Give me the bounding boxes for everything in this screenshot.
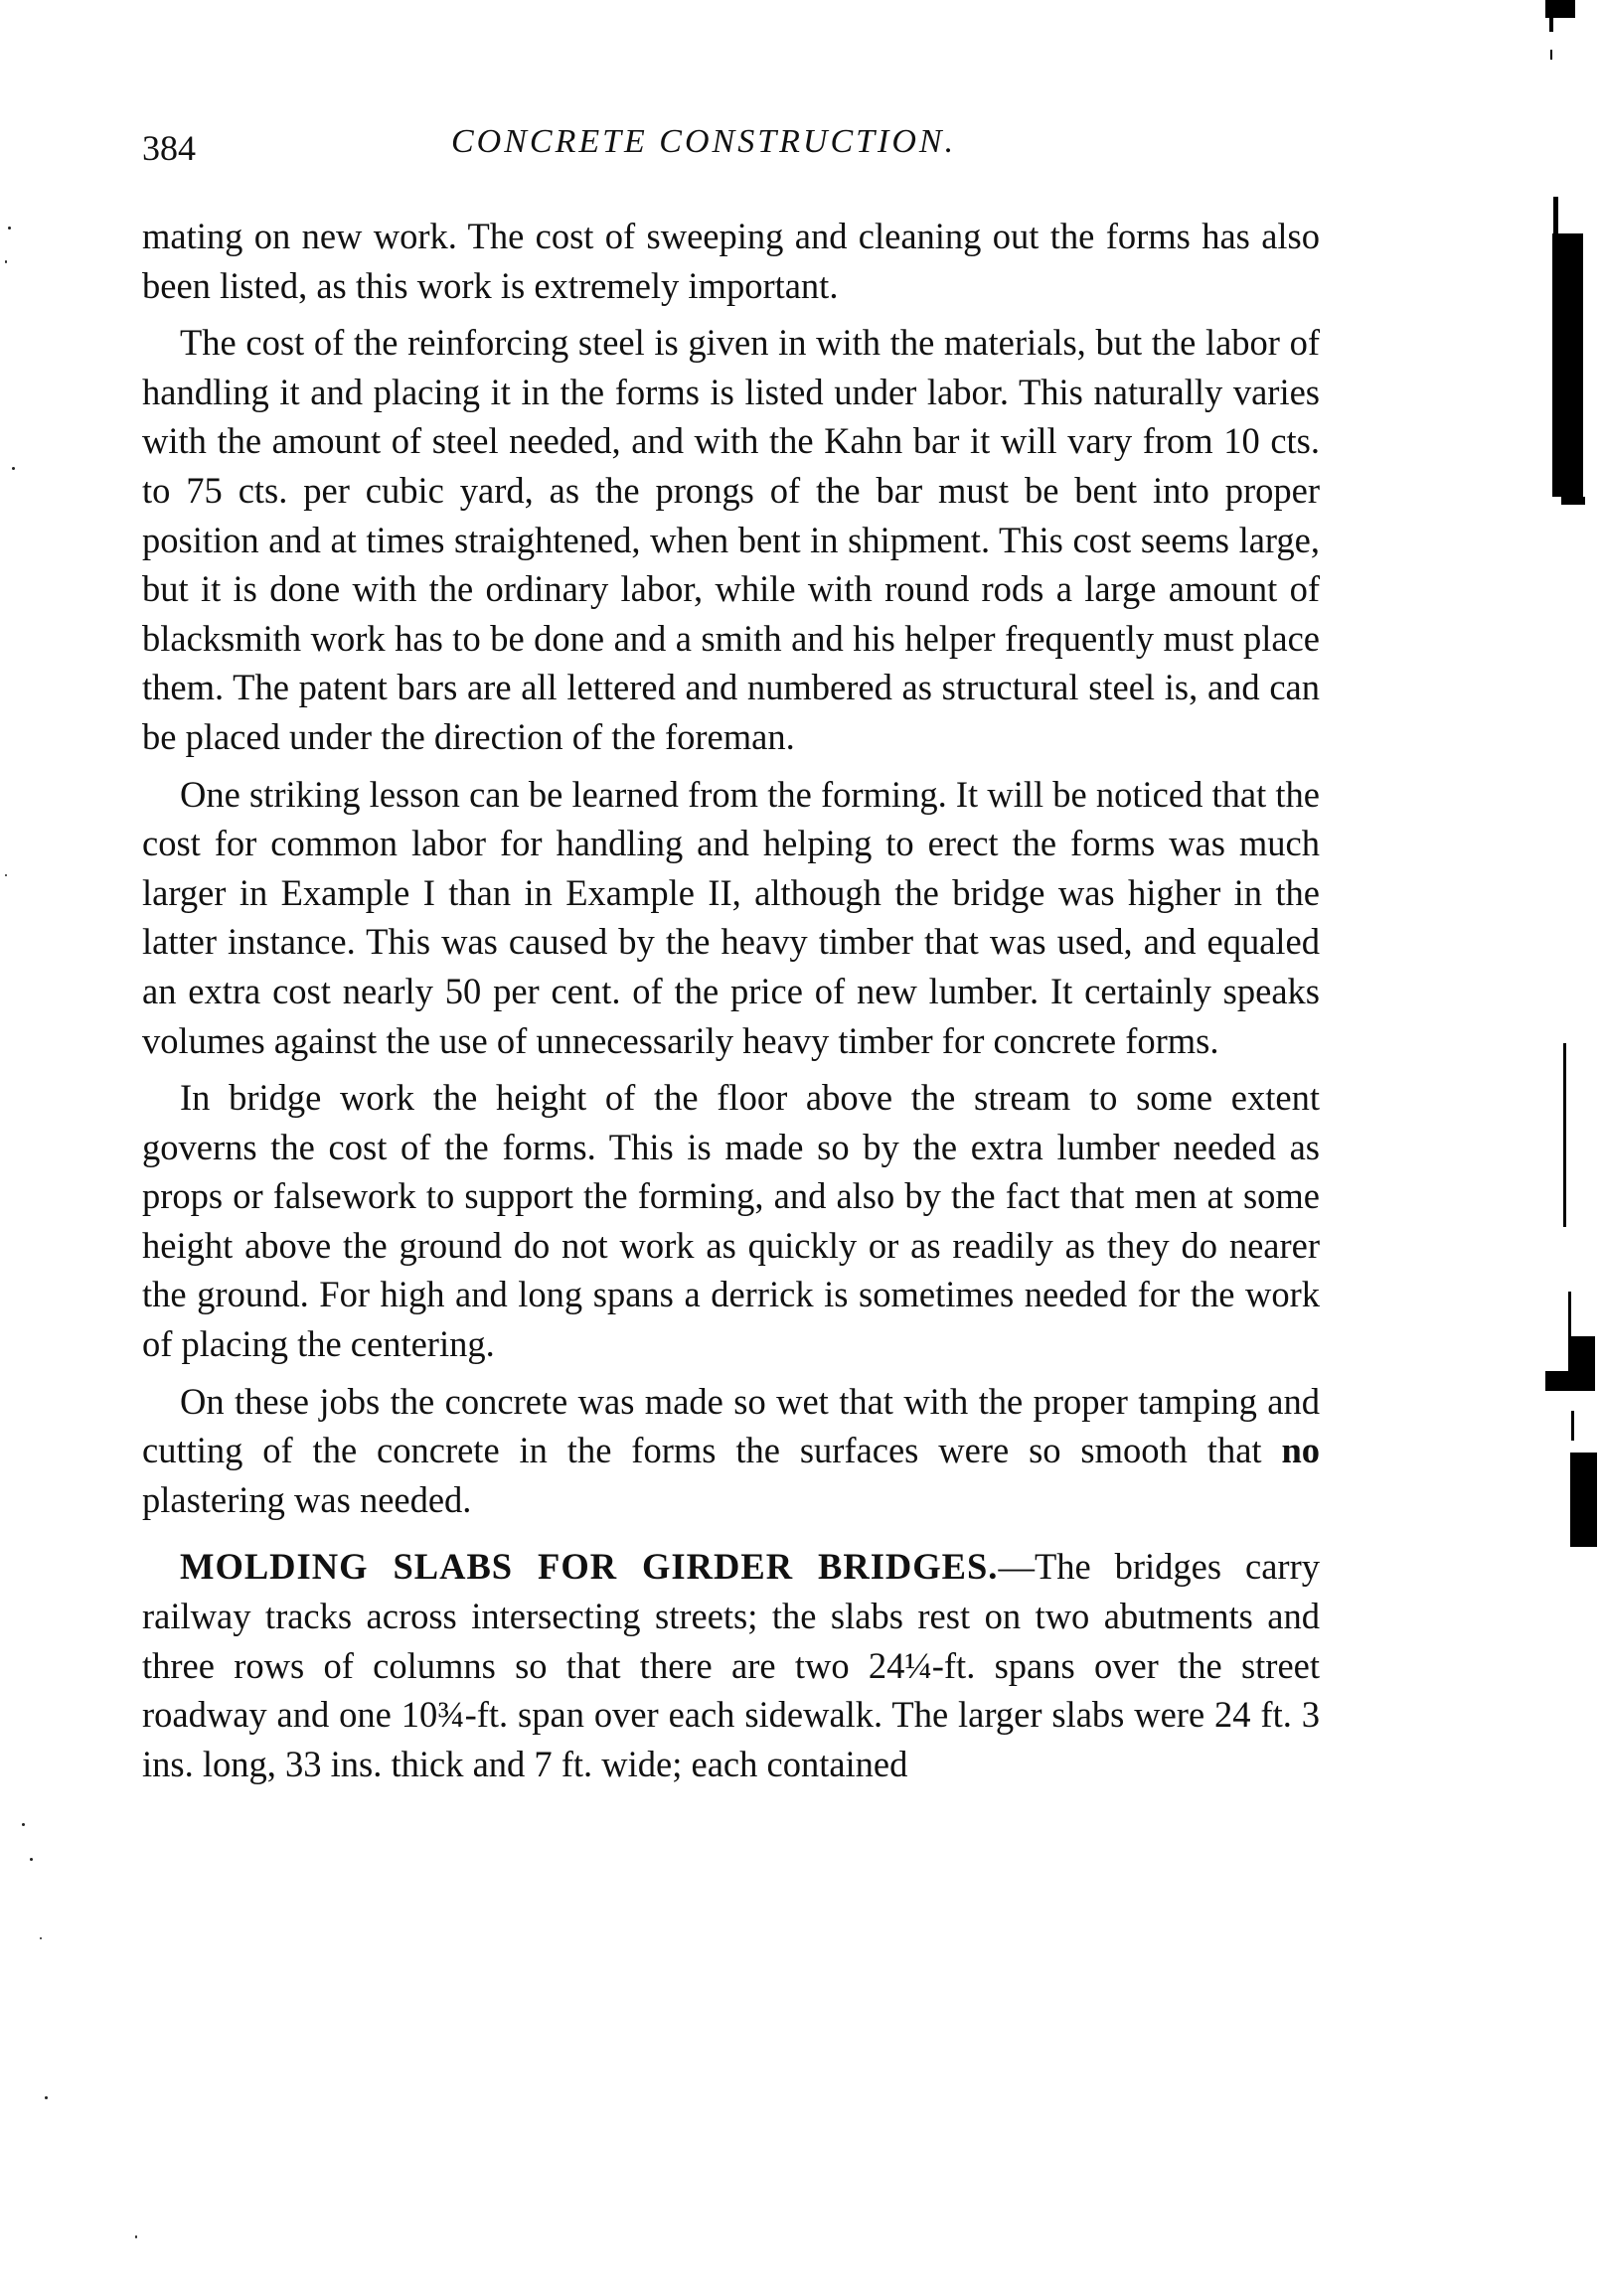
scan-edge-mark — [1571, 1411, 1574, 1441]
scan-edge-mark — [1549, 0, 1553, 32]
scan-edge-mark — [1553, 197, 1558, 236]
paragraph-bridge-work: In bridge work the height of the floor above the stream to some extent governs the cost of the forms. This is made so by the extra lumber needed as props or falsework to support the forming, and also by the fact that men at some height above the ground do not work as quickly or as readily as they do nearer the ground. For high and long spans a derrick is sometimes needed for the work of placing the centering. — [142, 1077, 1320, 1365]
scan-speck — [5, 260, 7, 263]
scan-edge-mark — [1570, 1453, 1597, 1547]
scan-speck — [135, 2235, 137, 2238]
section-heading: MOLDING SLABS FOR GIRDER BRIDGES. — [180, 1546, 999, 1588]
scan-edge-mark — [1550, 50, 1552, 60]
scan-speck — [40, 1937, 42, 1939]
paragraph-text-after: plastering was needed. — [142, 1478, 472, 1520]
scan-speck — [8, 227, 11, 230]
scan-speck — [45, 2096, 48, 2099]
scan-edge-mark — [1552, 233, 1583, 497]
paragraph-continuation: mating on new work. The cost of sweeping and cleaning out the forms has also been listed, as this work is extremely important. — [142, 216, 1320, 306]
running-head — [142, 117, 1315, 177]
paragraph-reinforcing-steel: The cost of the reinforcing steel is given in with the materials, but the labor of handling it and placing it in the forms is listed under labor. This naturally varies with the amount of steel needed, and with the Kahn bar it will vary from 10 cts. to 75 cts. per cubic yard, as the prongs of the bar must be bent into proper position and at times straightened, when bent in shipment. This cost seems large, but it is done with the ordinary labor, while with round rods a large amount of blacksmith work has to be done and a smith and his helper frequently must place them. The patent bars are all lettered and numbered as structural steel is, and can be placed under the direction of the foreman. — [142, 322, 1320, 757]
scan-speck — [30, 1858, 33, 1861]
scan-edge-mark — [1563, 1043, 1566, 1227]
section-text: —The bridges carry railway tracks across intersecting streets; the slabs rest on two abutments and three rows of columns so that there are two 24¼-ft. spans over the street roadway and one 10¾-ft. span over each sidewalk. The larger slabs were 24 ft. 3 ins. long, 33 ins. thick and 7 ft. wide; each contained — [142, 1546, 1320, 1784]
emphasis-word: no — [1281, 1430, 1320, 1471]
body-text — [142, 212, 1320, 1788]
scan-speck — [5, 874, 7, 876]
running-title: CONCRETE CONSTRUCTION. — [451, 123, 957, 160]
page-number: 384 — [142, 128, 196, 168]
paragraph-molding-slabs — [142, 1542, 1320, 1788]
scan-speck — [22, 1823, 25, 1826]
scan-edge-mark — [1545, 1371, 1575, 1391]
scan-speck — [12, 467, 15, 470]
paragraph-wet-concrete — [142, 1377, 1320, 1525]
paragraph-striking-lesson: One striking lesson can be learned from the forming. It will be noticed that the cost for common labor for handling and helping to erect the forms was much larger in Example I than in Example II, although the bridge was higher in the latter instance. This was caused by the heavy timber that was used, and equaled an extra cost nearly 50 per cent. of the price of new lumber. It certainly speaks volumes against the use of unnecessarily heavy timber for concrete forms. — [142, 773, 1320, 1061]
scan-edge-mark — [1561, 497, 1585, 505]
paragraph-text-before: On these jobs the concrete was made so wet that with the proper tamping and cutting of the concrete in the forms the surfaces were so smooth that — [142, 1380, 1320, 1471]
